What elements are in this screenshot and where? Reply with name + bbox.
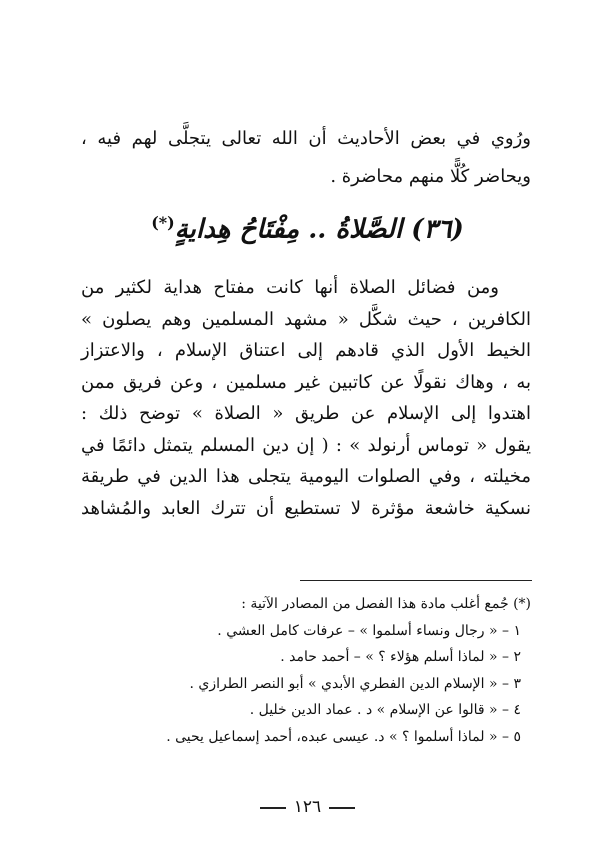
section-heading xyxy=(0,213,615,245)
footnote-item: ٥ – « لماذا أسلموا ؟ » د. عيسى عبده، أحمد إسماعيل يحيى . xyxy=(166,728,521,745)
folio-dash xyxy=(329,807,355,809)
footnote-item: ٣ – « الإسلام الدين الفطري الأبدي » أبو النصر الطرازي . xyxy=(189,675,521,692)
body-line: نسكية خاشعة مؤثرة لا تستطيع أن تترك العابد والمُشاهد xyxy=(81,497,531,519)
body-line: ومن فضائل الصلاة أنها كانت مفتاح هداية لكثير من xyxy=(81,277,499,298)
body-line: مخيلته ، وفي الصلوات اليومية يتجلى هذا الدين في طريقة xyxy=(81,466,531,487)
footnote-mark: (*) xyxy=(151,213,175,232)
footnote-item: ٤ – « قالوا عن الإسلام » د . عماد الدين خليل . xyxy=(249,702,521,718)
folio-dash xyxy=(260,807,286,809)
body-line: به ، وهاك نقولًا عن كاتبين غير مسلمين ، وعن فريق ممن xyxy=(81,371,531,393)
intro-line: ويحاضر كُلًّا منهم محاضرة . xyxy=(330,166,531,187)
footnote-heading: (*) جُمع أغلب مادة هذا الفصل من المصادر الآتية : xyxy=(241,596,531,612)
body-paragraph xyxy=(81,272,531,524)
section-heading-text: (٣٦) الصَّلاةُ .. مِفْتَاحُ هِدايةٍ xyxy=(174,214,464,245)
footnote-block xyxy=(81,591,531,750)
body-line: يقول « توماس أرنولد » : ( إن دين المسلم يتمثل دائمًا في xyxy=(81,434,531,456)
footnote-item: ٢ – « لماذا أسلم هؤلاء ؟ » – أحمد حامد . xyxy=(280,649,521,665)
intro-line: ورُوي في بعض الأحاديث أن الله تعالى يتجلَّى لهم فيه ، xyxy=(81,128,531,149)
page-number: ١٢٦ xyxy=(293,797,322,817)
body-line: اهتدوا إلى الإسلام عن طريق « الصلاة » توضح ذلك : xyxy=(81,403,531,424)
page-folio xyxy=(0,797,615,817)
body-line: الكافرين ، حيث شكَّل « مشهد المسلمين وهم يصلون » xyxy=(81,308,531,330)
footnote-divider xyxy=(300,580,532,581)
footnote-item: ١ – « رجال ونساء أسلموا » – عرفات كامل العشي . xyxy=(217,622,521,639)
body-line: الخيط الأول الذي قادهم إلى اعتناق الإسلام ، والاعتزاز xyxy=(81,340,531,361)
intro-paragraph xyxy=(81,120,531,196)
